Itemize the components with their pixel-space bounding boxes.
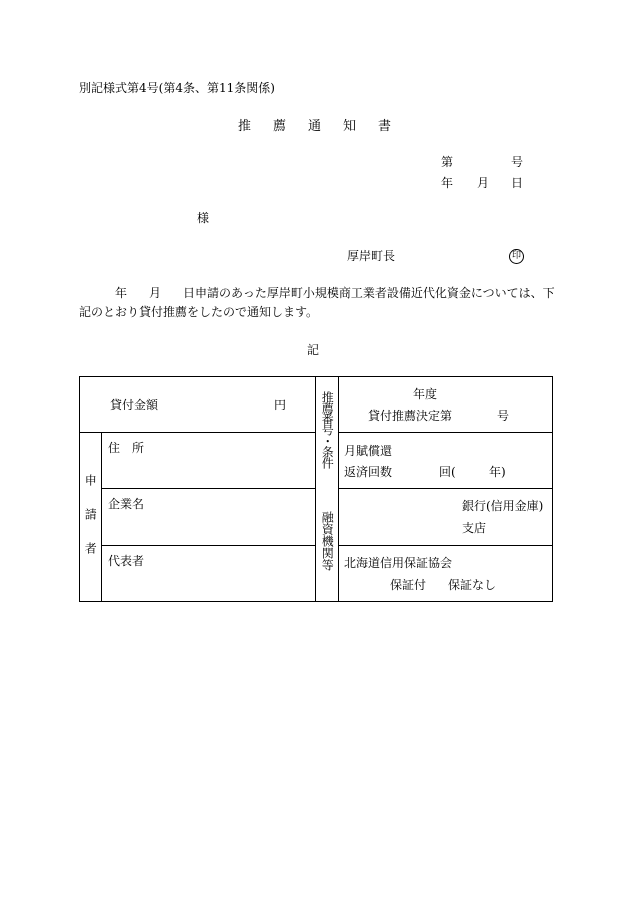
body-line-2: 記のとおり貸付推薦をしたので通知します。 [79, 305, 319, 319]
fiscal-year-label: 年度 [413, 387, 438, 401]
issuer: 厚岸町長 [347, 249, 396, 263]
yen-label: 円 [274, 398, 287, 412]
decision-prefix: 貸付推薦決定第 [368, 409, 453, 423]
recommendation-vertical-label [316, 391, 338, 468]
date-month: 月 [477, 176, 490, 190]
form-number: 別記様式第4号(第4条、第11条関係) [79, 81, 275, 95]
decision-suffix: 号 [497, 409, 510, 423]
recommendation-vertical-text: 推薦番号・条件 [320, 391, 335, 468]
institution-vertical-text: 融資機関等 [320, 511, 335, 571]
guaranteed-option: 保証付 [390, 578, 427, 592]
repay-count-label: 返済回数 [344, 465, 393, 479]
date-year: 年 [441, 176, 454, 190]
branch-label: 支店 [462, 521, 487, 535]
date-day: 日 [511, 176, 524, 190]
repay-years-label: 年) [489, 465, 506, 479]
not-guaranteed-option: 保証なし [448, 578, 497, 592]
bank-label: 銀行(信用金庫) [462, 499, 544, 513]
body-year: 年 [115, 286, 128, 300]
body-month: 月 [149, 286, 162, 300]
institution-vertical-label [316, 511, 338, 571]
installment-label: 月賦償還 [344, 444, 393, 458]
applicant-vertical-text: 申請者 [83, 474, 98, 576]
loan-amount-label: 貸付金額 [110, 398, 159, 412]
doc-number-prefix: 第 [441, 155, 454, 169]
repay-times-label: 回( [439, 465, 456, 479]
body-line-1: 日申請のあった厚岸町小規模商工業者設備近代化資金については、下 [183, 286, 555, 300]
document-title: 推薦通知書 [238, 119, 414, 134]
company-label: 企業名 [108, 497, 145, 511]
applicant-vertical-label [79, 474, 101, 576]
ki-marker: 記 [307, 343, 320, 357]
representative-label: 代表者 [108, 554, 145, 568]
guarantee-association: 北海道信用保証協会 [344, 556, 453, 570]
seal-mark: 印 [509, 249, 524, 264]
address-label: 住 所 [108, 441, 145, 455]
addressee-suffix: 様 [197, 211, 210, 225]
doc-number-suffix: 号 [511, 155, 524, 169]
